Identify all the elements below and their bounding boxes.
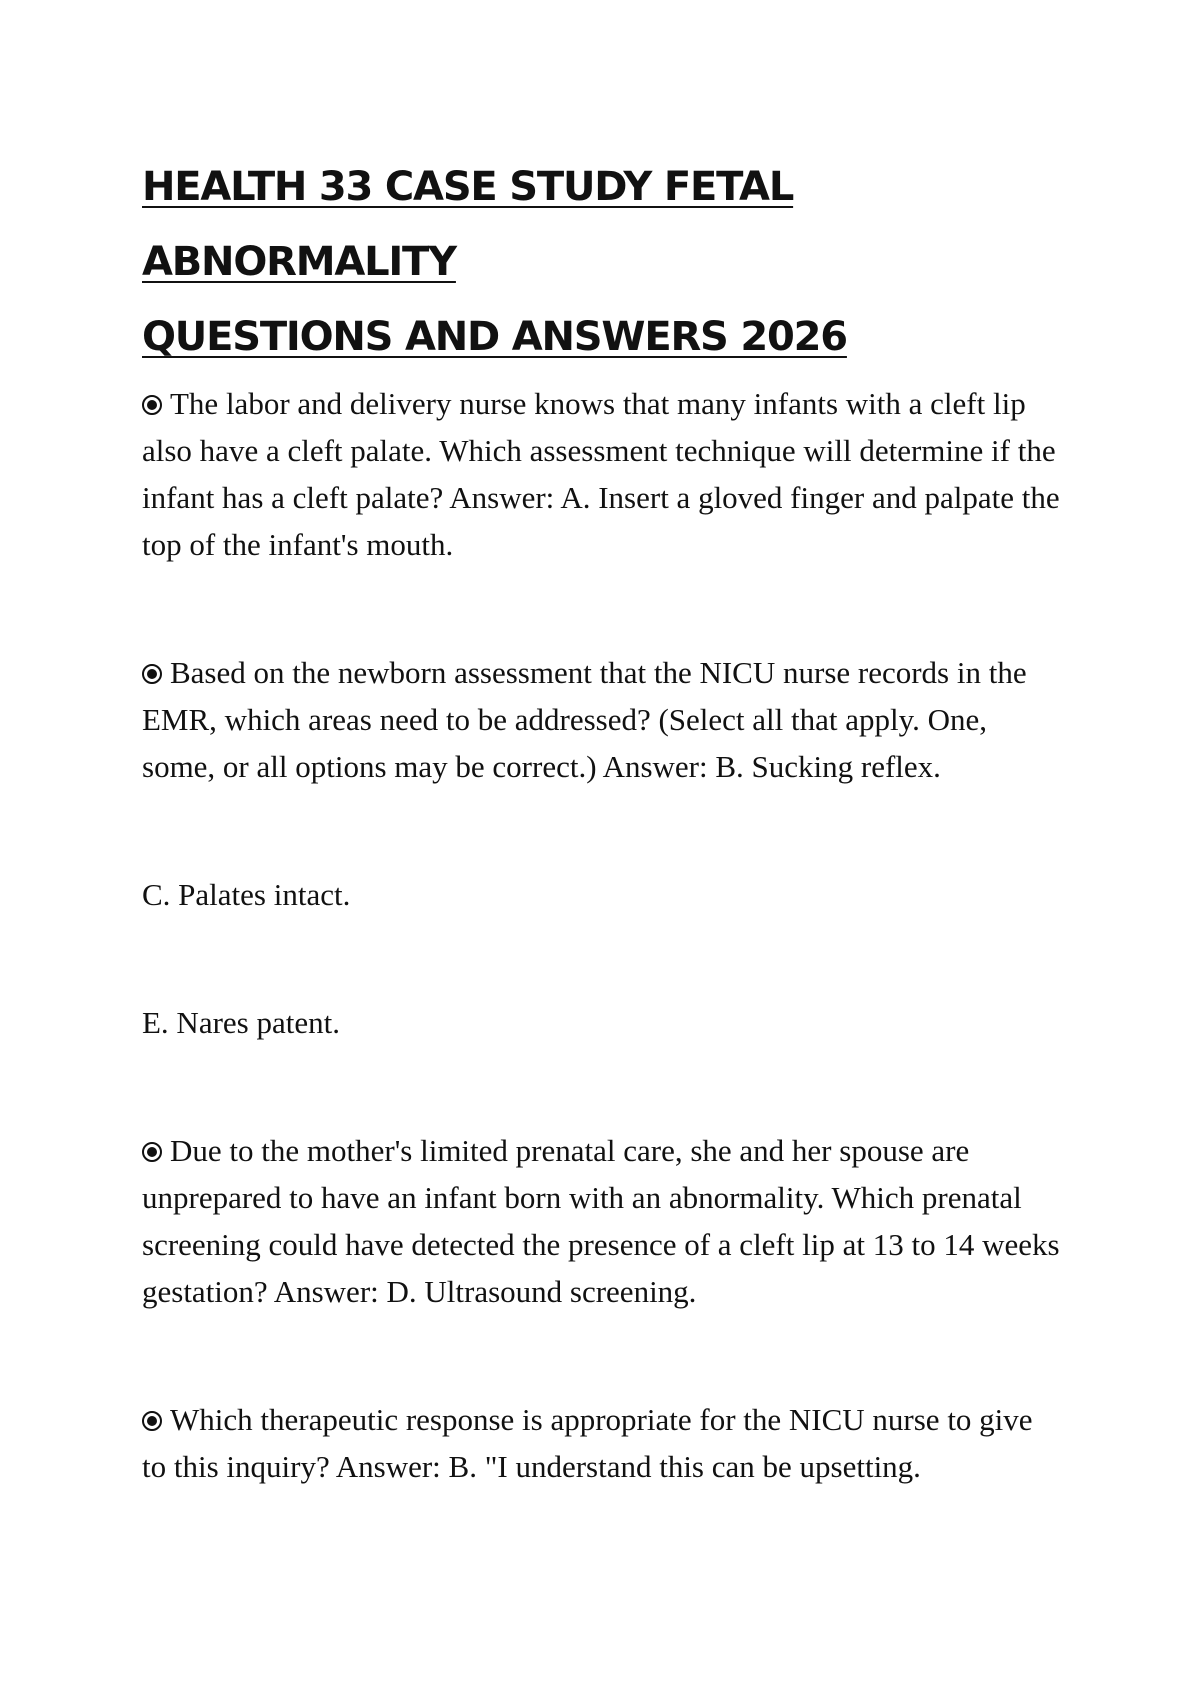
question-1 xyxy=(142,380,1062,568)
question-3 xyxy=(142,1127,1062,1315)
title-line-1: HEALTH 33 CASE STUDY FETAL ABNORMALITY xyxy=(142,164,794,285)
radio-bullet-icon xyxy=(142,664,162,684)
document-body xyxy=(142,380,1062,1490)
answer-option-c: C. Palates intact. xyxy=(142,877,351,912)
radio-bullet-icon xyxy=(142,1411,162,1431)
document-title xyxy=(142,150,1062,375)
spacer xyxy=(142,918,1062,999)
document-page xyxy=(142,150,1062,375)
spacer xyxy=(142,1315,1062,1396)
question-3-text: Due to the mother's limited prenatal care, she and her spouse are unprepared to have an infant born with an abnormality. Which prenatal screening could have detected the presence of a cleft lip at 13 to 14 weeks gestation? Answer: D. Ultrasound screening. xyxy=(142,1133,1060,1309)
spacer xyxy=(142,790,1062,871)
answer-option-e: E. Nares patent. xyxy=(142,1005,340,1040)
spacer xyxy=(142,568,1062,649)
question-4-text: Which therapeutic response is appropriate for the NICU nurse to give to this inquiry? Answer: B. "I understand this can be upsetting. xyxy=(142,1402,1033,1484)
question-4 xyxy=(142,1396,1062,1490)
radio-bullet-icon xyxy=(142,395,162,415)
question-1-text: The labor and delivery nurse knows that many infants with a cleft lip also have a cleft palate. Which assessment technique will determine if the infant has a cleft palate? Answer: A. Insert a gloved finger and palpate the top of the infant's mouth. xyxy=(142,386,1060,562)
question-2 xyxy=(142,649,1062,790)
title-line-2: QUESTIONS AND ANSWERS 2026 xyxy=(142,314,847,360)
radio-bullet-icon xyxy=(142,1142,162,1162)
question-2-text: Based on the newborn assessment that the NICU nurse records in the EMR, which areas need to be addressed? (Select all that apply. One, some, or all options may be correct.) Answer: B. Sucking reflex. xyxy=(142,655,1027,784)
spacer xyxy=(142,1046,1062,1127)
